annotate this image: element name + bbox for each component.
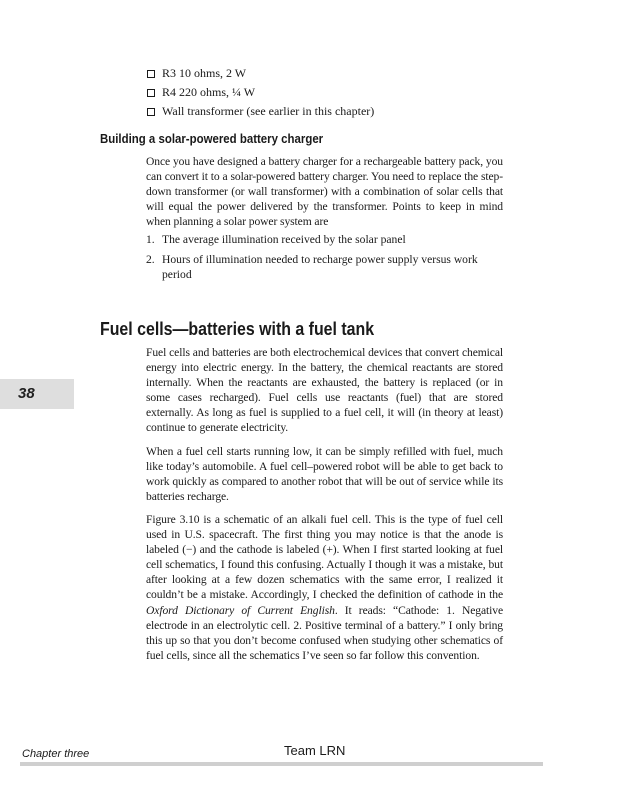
checklist-item <box>147 102 507 121</box>
paragraph-text: . It reads: “Cathode: 1. Negative electrode in an electrolytic cell. 2. Positive terminal of a battery.” I only bring this up so that you don’t become confused when studying other schematics of fuel cells, since all the schematics I’ve seen so far follow this convention. <box>146 603 504 662</box>
list-item-number: 2. <box>146 252 155 266</box>
chapter-label: Chapter three <box>22 748 90 760</box>
dictionary-title: Oxford Dictionary of Current English <box>146 603 335 617</box>
fuel-cells-heading: Fuel cells—batteries with a fuel tank <box>100 318 375 339</box>
list-item <box>146 252 503 283</box>
solar-considerations-list <box>146 232 503 282</box>
page-number-tab <box>0 379 74 409</box>
list-item <box>146 232 503 247</box>
paragraph-text: Figure 3.10 is a schematic of an alkali fuel cell. This is the type of fuel cell used in U.S. spacecraft. The first thing you may notice is that the anode is labeled (−) and the cathode is labeled (+). When I first started looking at fuel cell schematics, I found this confusing. Actually I though it was a mistake, but after looking at a few dozen schematics with the same error, I realized it couldn’t be a mistake. Accordingly, I checked the definition of cathode in the <box>146 512 503 602</box>
fuel-cells-paragraph-3 <box>146 512 503 663</box>
fuel-cells-paragraph-1: Fuel cells and batteries are both electrochemical devices that convert chemical energy into electric energy. In the battery, the chemical reactants are stored internally. When the reactants are exhausted, the battery is replaced (or in some cases recharged). Fuel cells use reactants (fuel) that are stored externally. As long as fuel is supplied to a fuel cell, it will (in theory at least) continue to generate electricity. <box>146 346 503 435</box>
watermark: Team LRN <box>284 743 346 758</box>
page-number: 38 <box>18 385 35 402</box>
checkbox-icon <box>147 89 155 97</box>
parts-checklist <box>147 64 507 121</box>
solar-intro-paragraph: Once you have designed a battery charger for a rechargeable battery pack, you can convert it to a solar-powered battery charger. You need to replace the step-down transformer (or wall transformer) with a combination of solar cells that will equal the power delivered by the transformer. Points to keep in mind when planning a solar power system are <box>146 155 503 229</box>
checkbox-icon <box>147 108 155 116</box>
list-item-text: The average illumination received by the solar panel <box>162 233 406 247</box>
checklist-item-text: Wall transformer (see earlier in this chapter) <box>162 104 375 118</box>
fuel-cells-paragraph-2: When a fuel cell starts running low, it can be simply refilled with fuel, much like today’s automobile. A fuel cell–powered robot will be able to get back to work quickly as compared to another robot that will be out of service while its batteries recharge. <box>146 444 503 503</box>
solar-charger-heading: Building a solar-powered battery charger <box>100 131 324 146</box>
solar-charger-section <box>146 154 503 287</box>
checklist-item <box>147 64 507 83</box>
checklist-item <box>147 83 507 102</box>
checkbox-icon <box>147 70 155 78</box>
list-item-number: 1. <box>146 233 155 247</box>
footer-rule <box>20 762 543 766</box>
checklist-item-text: R3 10 ohms, 2 W <box>162 66 247 80</box>
fuel-cells-section <box>146 345 503 671</box>
checklist-item-text: R4 220 ohms, ¼ W <box>162 85 256 99</box>
list-item-text: Hours of illumination needed to recharge power supply versus work period <box>162 252 478 282</box>
